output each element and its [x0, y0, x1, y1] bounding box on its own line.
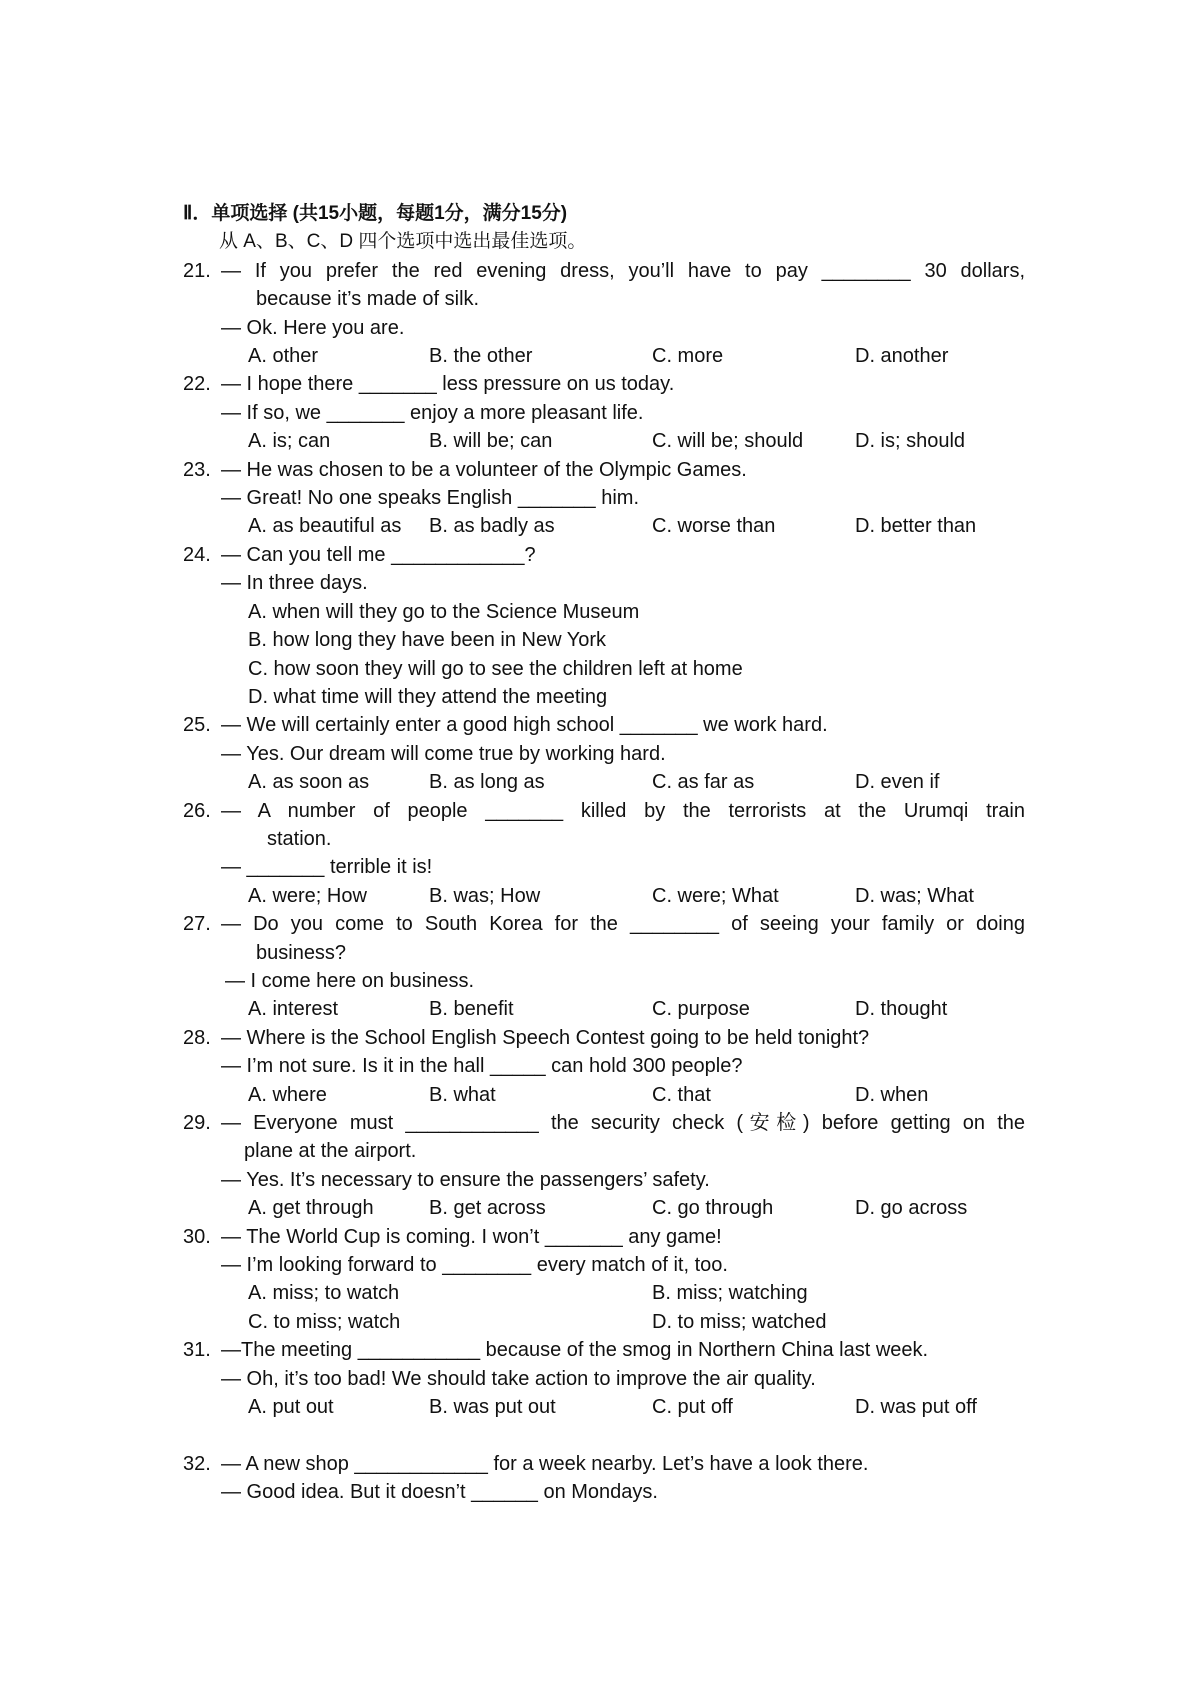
option-b: B. was; How [429, 884, 541, 907]
option-b: B. benefit [429, 998, 514, 1021]
question-stem: — Where is the School English Speech Contest going to be held tonight? [221, 1026, 870, 1049]
section-instruction-line [0, 228, 1200, 256]
options-row [0, 1081, 1200, 1109]
dialogue-line [0, 1478, 1200, 1506]
option-c: C. that [652, 1083, 711, 1106]
question-32 [0, 1450, 1200, 1507]
question-number: 28. [183, 1026, 211, 1049]
option-b: B. the other [429, 345, 533, 368]
question-stem-line [0, 910, 1200, 938]
question-number: 22. [183, 373, 211, 396]
option-c: C. worse than [652, 515, 776, 538]
option-a: A. get through [248, 1197, 374, 1220]
option-b: B. as badly as [429, 515, 555, 538]
option-d: D. was; What [855, 884, 974, 907]
question-number: 25. [183, 714, 211, 737]
question-stem: —The meeting ___________ because of the smog in Northern China last week. [221, 1339, 929, 1362]
question-30 [0, 1223, 1200, 1337]
question-stem-line [0, 1450, 1200, 1478]
question-stem: — A number of people _______ killed by the terrorists at the Urumqi train [221, 799, 1025, 822]
option-line [0, 655, 1200, 683]
option-c: C. purpose [652, 998, 750, 1021]
question-stem-line [0, 939, 1200, 967]
dialogue-response: — I’m not sure. Is it in the hall _____ can hold 300 people? [221, 1055, 743, 1078]
question-31 [0, 1336, 1200, 1421]
options-row [0, 1194, 1200, 1222]
blank-line [0, 1421, 1200, 1449]
option-d: D. to miss; watched [652, 1310, 827, 1333]
question-stem: — Can you tell me ____________? [221, 543, 536, 566]
question-number: 21. [183, 259, 211, 282]
dialogue-line [0, 314, 1200, 342]
question-number: 27. [183, 913, 211, 936]
question-21 [0, 257, 1200, 371]
option-d: D. when [855, 1083, 929, 1106]
options-row [0, 427, 1200, 455]
question-stem: — He was chosen to be a volunteer of the Olympic Games. [221, 458, 747, 481]
option-b: B. was put out [429, 1396, 556, 1419]
question-stem: — A new shop ____________ for a week nearby. Let’s have a look there. [221, 1452, 869, 1475]
section-heading: Ⅱ．单项选择 (共15小题，每题1分，满分15分) [183, 203, 568, 224]
question-25 [0, 711, 1200, 796]
option-b: B. how long they have been in New York [248, 629, 607, 652]
dialogue-line [0, 569, 1200, 597]
question-stem: — The World Cup is coming. I won’t _______ any game! [221, 1225, 722, 1248]
question-stem: — I hope there _______ less pressure on us today. [221, 373, 675, 396]
option-d: D. what time will they attend the meeting [248, 685, 608, 708]
dialogue-line [0, 1251, 1200, 1279]
question-number: 29. [183, 1112, 211, 1134]
option-a: A. when will they go to the Science Museum [248, 600, 640, 623]
question-stem-line [0, 1024, 1200, 1052]
question-stem: — Everyone must ____________ the security check (安检) before getting on the [221, 1112, 1025, 1134]
option-c: C. how soon they will go to see the children left at home [248, 657, 743, 680]
option-a: A. interest [248, 998, 339, 1021]
question-stem-line [0, 1336, 1200, 1364]
question-stem-continuation: business? [256, 941, 347, 964]
dialogue-line [0, 484, 1200, 512]
options-row [0, 768, 1200, 796]
question-stem-continuation: plane at the airport. [244, 1140, 417, 1163]
option-c: C. were; What [652, 884, 779, 907]
dialogue-response: — Yes. Our dream will come true by working hard. [221, 742, 666, 765]
dialogue-line [0, 1052, 1200, 1080]
option-d: D. even if [855, 771, 940, 794]
question-28 [0, 1024, 1200, 1109]
question-stem-line [0, 797, 1200, 825]
option-b: B. get across [429, 1197, 546, 1220]
question-stem-line [0, 1109, 1200, 1137]
question-number: 26. [183, 799, 211, 822]
dialogue-response: — I’m looking forward to ________ every match of it, too. [221, 1254, 728, 1277]
question-stem-line [0, 285, 1200, 313]
dialogue-line [0, 1365, 1200, 1393]
option-a: A. other [248, 345, 319, 368]
dialogue-response: — Ok. Here you are. [221, 316, 405, 339]
question-number: 30. [183, 1225, 211, 1248]
question-number: 31. [183, 1339, 211, 1362]
option-a: A. as soon as [248, 771, 370, 794]
question-stem: — If you prefer the red evening dress, you’ll have to pay ________ 30 dollars, [221, 259, 1025, 282]
option-c: C. go through [652, 1197, 774, 1220]
question-stem: — We will certainly enter a good high school _______ we work hard. [221, 714, 828, 737]
option-d: D. better than [855, 515, 977, 538]
dialogue-response: — If so, we _______ enjoy a more pleasant life. [221, 401, 644, 424]
section-instructions: 从 A、B、C、D 四个选项中选出最佳选项。 [219, 231, 587, 253]
option-line [0, 598, 1200, 626]
option-d: D. thought [855, 998, 948, 1021]
dialogue-line [0, 1166, 1200, 1194]
question-24 [0, 541, 1200, 711]
question-stem: — Do you come to South Korea for the ________ of seeing your family or doing [221, 913, 1025, 936]
option-line [0, 626, 1200, 654]
section-heading-line [0, 200, 1200, 228]
question-stem-line [0, 1137, 1200, 1165]
multiple-choice-section [0, 200, 1200, 1507]
option-line [0, 683, 1200, 711]
options-row [0, 512, 1200, 540]
question-26 [0, 797, 1200, 911]
question-number: 23. [183, 458, 211, 481]
option-a: A. where [248, 1083, 327, 1106]
question-22 [0, 370, 1200, 455]
options-row [0, 1393, 1200, 1421]
question-29 [0, 1109, 1200, 1223]
dialogue-response: — I come here on business. [225, 969, 475, 992]
option-d: D. was put off [855, 1396, 977, 1419]
options-row [0, 882, 1200, 910]
dialogue-line [0, 399, 1200, 427]
option-a: A. miss; to watch [248, 1282, 400, 1305]
question-number: 32. [183, 1452, 211, 1475]
option-d: D. another [855, 345, 949, 368]
option-c: C. put off [652, 1396, 733, 1419]
option-b: B. miss; watching [652, 1282, 808, 1305]
question-stem-continuation: station. [267, 827, 332, 850]
options-row [0, 342, 1200, 370]
option-c: C. more [652, 345, 724, 368]
dialogue-response: — Good idea. But it doesn’t ______ on Mondays. [221, 1481, 658, 1504]
options-row [0, 995, 1200, 1023]
question-stem-continuation: because it’s made of silk. [256, 288, 480, 311]
dialogue-line [0, 740, 1200, 768]
dialogue-response: — _______ terrible it is! [221, 856, 433, 879]
option-c: C. will be; should [652, 430, 804, 453]
option-a: A. as beautiful as [248, 515, 402, 538]
dialogue-response: — In three days. [221, 572, 368, 595]
question-stem-line [0, 1223, 1200, 1251]
option-a: A. is; can [248, 430, 331, 453]
dialogue-line [0, 967, 1200, 995]
question-stem-line [0, 456, 1200, 484]
option-a: A. put out [248, 1396, 334, 1419]
option-b: B. as long as [429, 771, 545, 794]
question-stem-line [0, 370, 1200, 398]
question-23 [0, 456, 1200, 541]
dialogue-line [0, 853, 1200, 881]
question-stem-line [0, 825, 1200, 853]
options-row [0, 1308, 1200, 1336]
option-d: D. is; should [855, 430, 966, 453]
dialogue-response: — Great! No one speaks English _______ him. [221, 487, 640, 510]
options-row [0, 1279, 1200, 1307]
question-stem-line [0, 711, 1200, 739]
dialogue-response: — Yes. It’s necessary to ensure the passengers’ safety. [221, 1168, 710, 1191]
dialogue-response: — Oh, it’s too bad! We should take action to improve the air quality. [221, 1367, 816, 1390]
option-a: A. were; How [248, 884, 367, 907]
option-c: C. as far as [652, 771, 755, 794]
question-stem-line [0, 257, 1200, 285]
option-b: B. will be; can [429, 430, 553, 453]
option-c: C. to miss; watch [248, 1310, 401, 1333]
question-number: 24. [183, 543, 211, 566]
option-b: B. what [429, 1083, 496, 1106]
option-d: D. go across [855, 1197, 968, 1220]
question-stem-line [0, 541, 1200, 569]
question-27 [0, 910, 1200, 1024]
